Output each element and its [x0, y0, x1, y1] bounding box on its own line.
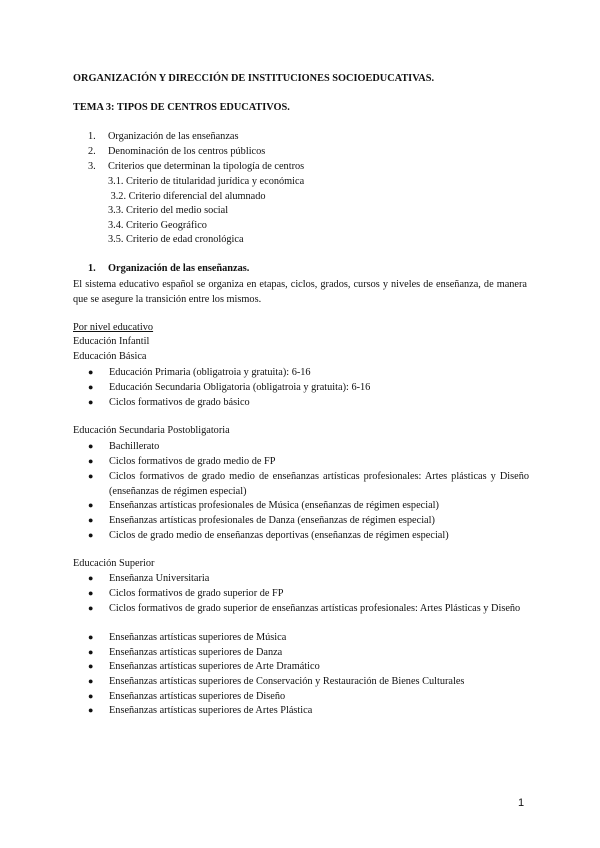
basica-label: Educación Básica	[73, 351, 147, 362]
bullet-icon: ●	[88, 676, 94, 686]
toc-subitem: 3.2. Criterio diferencial del alumnado	[108, 191, 266, 202]
nivel-label-line: Por nivel educativo	[73, 322, 154, 333]
bullet-icon: ●	[88, 647, 94, 657]
toc-item: 3. Criterios que determinan la tipología de centros	[88, 161, 305, 172]
bullet-icon: ●	[88, 588, 94, 598]
document-page: ORGANIZACIÓN Y DIRECCIÓN DE INSTITUCIONES SOCIOEDUCATIVAS. TEMA 3: TIPOS DE CENTROS EDUCATIVOS. 1. Organización de las enseñanzas 2. Denominación de los centros públicos 3. Criterios que determinan la tipología de centros 3.1. Criterio de titularidad jurídica y económica 3.2. Criterio diferencial del alumnado 3.3. Criterio del medio social 3.4. Criterio Geográfico 3.5. Criterio de edad cronológica 1. Organización de las enseñanzas. El sistema educativo español se organiza en etapas, ciclos, grados, cursos y niveles de enseñanza, de manera que se asegure la transición entre los mismos. Por nivel educativo Educación Infantil Educación Básica ● Educación Primaria (obligatroia y gratuita): 6-16 ● Educación Secundaria Obligatoria (obligatroia y gratuita): 6-16 ● Ciclos formativos de grado básico Educación Secundaria Postobligatoria ● Bachillerato ● Ciclos formativos de grado medio de FP ● Ciclos formativos de grado medio de enseñanzas artísticas profesionales: Artes plásticas y Diseño (enseñanzas de régimen especial) ● Enseñanzas artísticas profesionales de Música (enseñanzas de régimen especial) ● Enseñanzas artísticas profesionales de Danza (enseñanzas de régimen especial) ● Ciclos de grado medio de enseñanzas deportivas (enseñanzas de régimen especial) Educación Superior ● Enseñanza Universitaria ● Ciclos formativos de grado superior de FP ● Ciclos formativos de grado superior de enseñanzas artísticas profesionales: Artes Plásticas y Diseño ● Enseñanzas artísticas superiores de Música ● Enseñanzas artísticas superiores de Danza ● Enseñanzas artísticas superiores de Arte Dramático ● Enseñanzas artísticas superiores de Conservación y Restauración de Bienes Culturales ● Enseñanzas artísticas superiores de Diseño ● Enseñanzas artísticas superiores de Artes Plástica 1	[73, 73, 529, 809]
bullet-icon: ●	[88, 515, 94, 525]
toc-subitem: 3.5. Criterio de edad cronológica	[108, 234, 244, 245]
page-number: 1	[518, 797, 525, 809]
bullet-icon: ●	[88, 367, 94, 377]
bullet-icon: ●	[88, 705, 94, 715]
bullet-icon: ●	[88, 530, 94, 540]
bullet-icon: ●	[88, 471, 94, 481]
superior-label: Educación Superior	[73, 558, 155, 569]
bullet-icon: ●	[88, 441, 94, 451]
toc-item: 2. Denominación de los centros públicos	[88, 146, 266, 157]
toc-item: 1. Organización de las enseñanzas	[88, 131, 239, 142]
bullet-icon: ●	[88, 397, 94, 407]
bullet-icon: ●	[88, 661, 94, 671]
section-heading: 1. Organización de las enseñanzas.	[88, 263, 250, 274]
topic-title: TEMA 3: TIPOS DE CENTROS EDUCATIVOS.	[73, 102, 290, 113]
bullet-icon: ●	[88, 632, 94, 642]
toc-subitem: 3.1. Criterio de titularidad jurídica y económica	[108, 176, 305, 187]
section-intro: El sistema educativo español se organiza en etapas, ciclos, grados, cursos y niveles de enseñanza, de manera que se asegure la transición entre los mismos.	[73, 279, 527, 305]
bullet-icon: ●	[88, 573, 94, 583]
course-title: ORGANIZACIÓN Y DIRECCIÓN DE INSTITUCIONES SOCIOEDUCATIVAS.	[73, 73, 435, 84]
bullet-icon: ●	[88, 691, 94, 701]
postobligatoria-label: Educación Secundaria Postobligatoria	[73, 425, 230, 436]
toc-subitem: 3.4. Criterio Geográfico	[108, 220, 207, 231]
infantil-label: Educación Infantil	[73, 336, 150, 347]
bullet-icon: ●	[88, 603, 94, 613]
bullet-icon: ●	[88, 456, 94, 466]
bullet-icon: ●	[88, 500, 94, 510]
toc-subitem: 3.3. Criterio del medio social	[108, 205, 229, 216]
bullet-icon: ●	[88, 382, 94, 392]
